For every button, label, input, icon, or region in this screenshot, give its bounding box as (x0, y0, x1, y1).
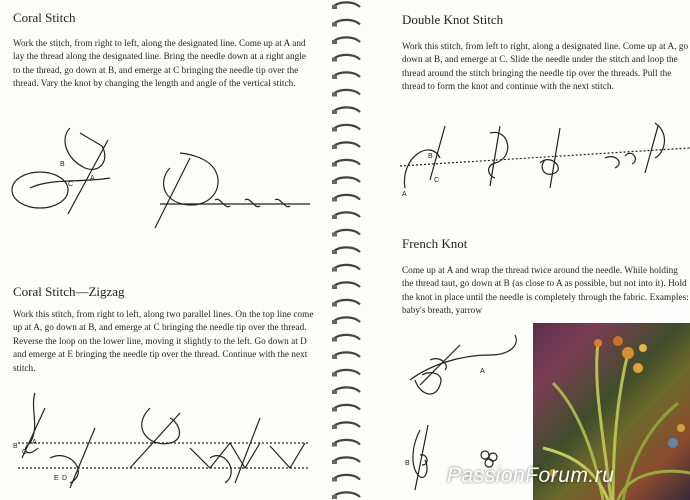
spiral-ring (334, 2, 360, 7)
spiral-hole (332, 128, 337, 132)
spiral-hole (332, 495, 337, 499)
french-knot-text: Come up at A and wrap the thread twice around the needle. While holding the thread taut, go down at B (as close to A as possible, but not into it). Hold the knot in place until the needle is completely through the fabric. Examples: baby's breath, yarrow (402, 265, 689, 316)
spiral-ring (334, 72, 360, 77)
spiral-hole (332, 198, 337, 202)
spiral-hole (332, 443, 337, 447)
spiral-ring (334, 492, 360, 497)
zigzag-label-e: E (54, 475, 59, 482)
double-knot-label-b: B (428, 153, 433, 160)
spiral-ring (334, 37, 360, 42)
spiral-hole (332, 268, 337, 272)
coral-label-b: B (60, 161, 65, 168)
french-knot-label-a: A (480, 368, 485, 375)
spiral-hole (332, 110, 337, 114)
spiral-hole (332, 373, 337, 377)
spiral-hole (332, 75, 337, 79)
double-knot-title: Double Knot Stitch (402, 12, 504, 27)
spiral-ring (334, 405, 360, 410)
spiral-hole (332, 23, 337, 27)
zigzag-label-b: B (13, 443, 18, 450)
double-knot-illustration (400, 118, 690, 198)
spiral-ring (334, 142, 360, 147)
spiral-ring (334, 230, 360, 235)
spiral-ring (334, 212, 360, 217)
zigzag-title: Coral Stitch—Zigzag (13, 284, 125, 299)
spiral-ring (334, 125, 360, 130)
spiral-ring (334, 160, 360, 165)
spiral-hole (332, 180, 337, 184)
zigzag-text: Work this stitch, from right to left, along two parallel lines. On the top line come up at A, go down at B, and emerge at C bringing the needle tip over the thread. Reverse the loop on the lower line, moving it slightly to the left. Go down at D and emerge at E bringing the needle tip over the thread. Continue with the next stitch. (13, 309, 314, 373)
spiral-hole (332, 58, 337, 62)
spiral-ring (334, 352, 360, 357)
french-knot-title: French Knot (402, 236, 468, 251)
spiral-hole (332, 355, 337, 359)
coral-stitch-title: Coral Stitch (13, 10, 76, 25)
spiral-ring (334, 107, 360, 112)
coral-stitch-text: Work the stitch, from right to left, along the designated line. Come up at A and lay the thread along the designated line. Bring the needle down at a right angle to the thread, go down at B, and emerge at C bringing the needle tip over the thread. Vary the knot by changing the length and angle of the vertical stitch. (13, 38, 307, 89)
spiral-hole (332, 408, 337, 412)
spiral-hole (332, 460, 337, 464)
spiral-hole (332, 163, 337, 167)
double-knot-label-c: C (434, 177, 440, 184)
spiral-hole (332, 478, 337, 482)
spiral-ring (334, 422, 360, 427)
spiral-ring (334, 195, 360, 200)
spiral-ring (334, 475, 360, 480)
french-knot-label-b: B (405, 460, 410, 467)
spiral-ring (334, 317, 360, 322)
spiral-hole (332, 215, 337, 219)
spiral-hole (332, 338, 337, 342)
spiral-hole (332, 390, 337, 394)
spiral-hole (332, 285, 337, 289)
spiral-binding (330, 0, 362, 500)
spiral-ring (334, 370, 360, 375)
spiral-hole (332, 5, 337, 9)
coral-label-a: A (90, 175, 95, 182)
spiral-ring (334, 457, 360, 462)
watermark: PassionForum.ru (447, 464, 615, 487)
spiral-ring (334, 90, 360, 95)
spiral-ring (334, 282, 360, 287)
spiral-hole (332, 145, 337, 149)
spiral-ring (334, 55, 360, 60)
zigzag-label-a: A (32, 439, 37, 446)
double-knot-label-a: A (402, 191, 407, 198)
spiral-hole (332, 303, 337, 307)
spiral-hole (332, 40, 337, 44)
spiral-hole (332, 320, 337, 324)
coral-stitch-illustration (10, 118, 320, 228)
spiral-ring (334, 20, 360, 25)
spiral-hole (332, 233, 337, 237)
spiral-ring (334, 177, 360, 182)
zigzag-illustration (10, 388, 320, 498)
spiral-ring (334, 440, 360, 445)
spiral-hole (332, 93, 337, 97)
zigzag-label-d: D (62, 475, 68, 482)
zigzag-label-c: C (22, 449, 28, 456)
spiral-ring (334, 265, 360, 270)
spiral-hole (332, 425, 337, 429)
left-page (0, 0, 330, 500)
double-knot-text: Work this stitch, from left to right, along a designated line. Come up at A, go down at B, and emerge at C. Slide the needle under the stitch and loop the thread around the stitch bringing the needle tip over the threads. Pull the thread to form the knot and continue with the next stitch. (402, 41, 689, 92)
spiral-ring (334, 387, 360, 392)
spiral-ring (334, 300, 360, 305)
spiral-hole (332, 250, 337, 254)
spiral-ring (334, 335, 360, 340)
coral-label-c: C (68, 181, 74, 188)
spiral-ring (334, 247, 360, 252)
